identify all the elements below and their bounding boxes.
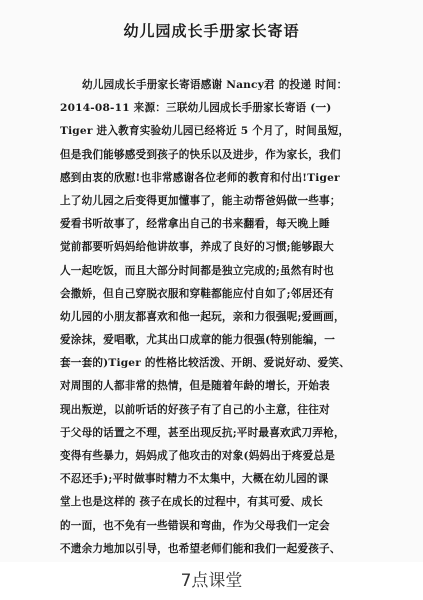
- document-line: 但是我们能够感受到孩子的快乐以及进步，作为家长，我们: [60, 148, 341, 161]
- document-line: 变得有些暴力，妈妈成了他攻击的对象(妈妈出于疼爱总是: [60, 450, 336, 462]
- document-line: 爱看书听故事了，经常拿出自己的书来翻看，每天晚上睡: [60, 218, 330, 231]
- site-watermark: 7点课堂: [180, 571, 243, 591]
- document-line: 2014-08-11 来源：三联幼儿园成长手册家长寄语 (一): [60, 102, 332, 115]
- document-line: 人一起吃饭，而且大部分时间都是独立完成的;虽然有时也: [60, 264, 334, 277]
- document-line: 的一面，也不免有一些错误和弯曲，作为父母我们一定会: [60, 519, 330, 532]
- document-line: 觉前都要听妈妈给他讲故事，养成了良好的习惯;能够跟大: [60, 241, 334, 254]
- document-line: 感到由衷的欣慰!也非常感谢各位老师的教育和付出!Tiger: [60, 171, 340, 184]
- document-line: 对周围的人都非常的热情，但是随着年龄的增长，开始表: [60, 380, 330, 393]
- document-line: 不忍还手);平时做事时精力不太集中，大概在幼儿园的课: [60, 473, 329, 486]
- document-line: 套一套的)Tiger 的性格比较活泼、开朗、爱说好动、爱笑、: [60, 357, 350, 370]
- document-body: [60, 74, 370, 561]
- document-line: 幼儿园成长手册家长寄语感谢 Nancy君 的投递 时间：: [82, 79, 348, 91]
- document-line: 现出叛逆，以前听话的好孩子有了自己的小主意，往往对: [60, 403, 330, 416]
- document-title: 幼儿园成长手册家长寄语: [123, 22, 300, 40]
- document-line: 爱涂抹，爱唱歌，尤其出口成章的能力很强(特别能编，一: [60, 334, 336, 347]
- document-line: 幼儿园的小朋友都喜欢和他一起玩，亲和力很强呢;爱画画，: [60, 310, 345, 323]
- document-line: 堂上也是这样的 孩子在成长的过程中，有其可爱、成长: [60, 496, 323, 509]
- document-line: 不遗余力地加以引导，也希望老师们能和我们一起爱孩子、: [60, 542, 341, 555]
- document-line: 于父母的话置之不理，甚至出现反抗;平时最喜欢武刀弄枪，: [60, 426, 345, 439]
- document-line: Tiger 进入教育实验幼儿园已经将近 5 个月了，时间虽短，: [60, 125, 350, 138]
- document-line: 上了幼儿园之后变得更加懂事了，能主动帮爸妈做一些事；: [60, 194, 341, 207]
- document-line: 会撒娇，但自己穿脱衣服和穿鞋都能应付自如了;邻居还有: [60, 287, 334, 300]
